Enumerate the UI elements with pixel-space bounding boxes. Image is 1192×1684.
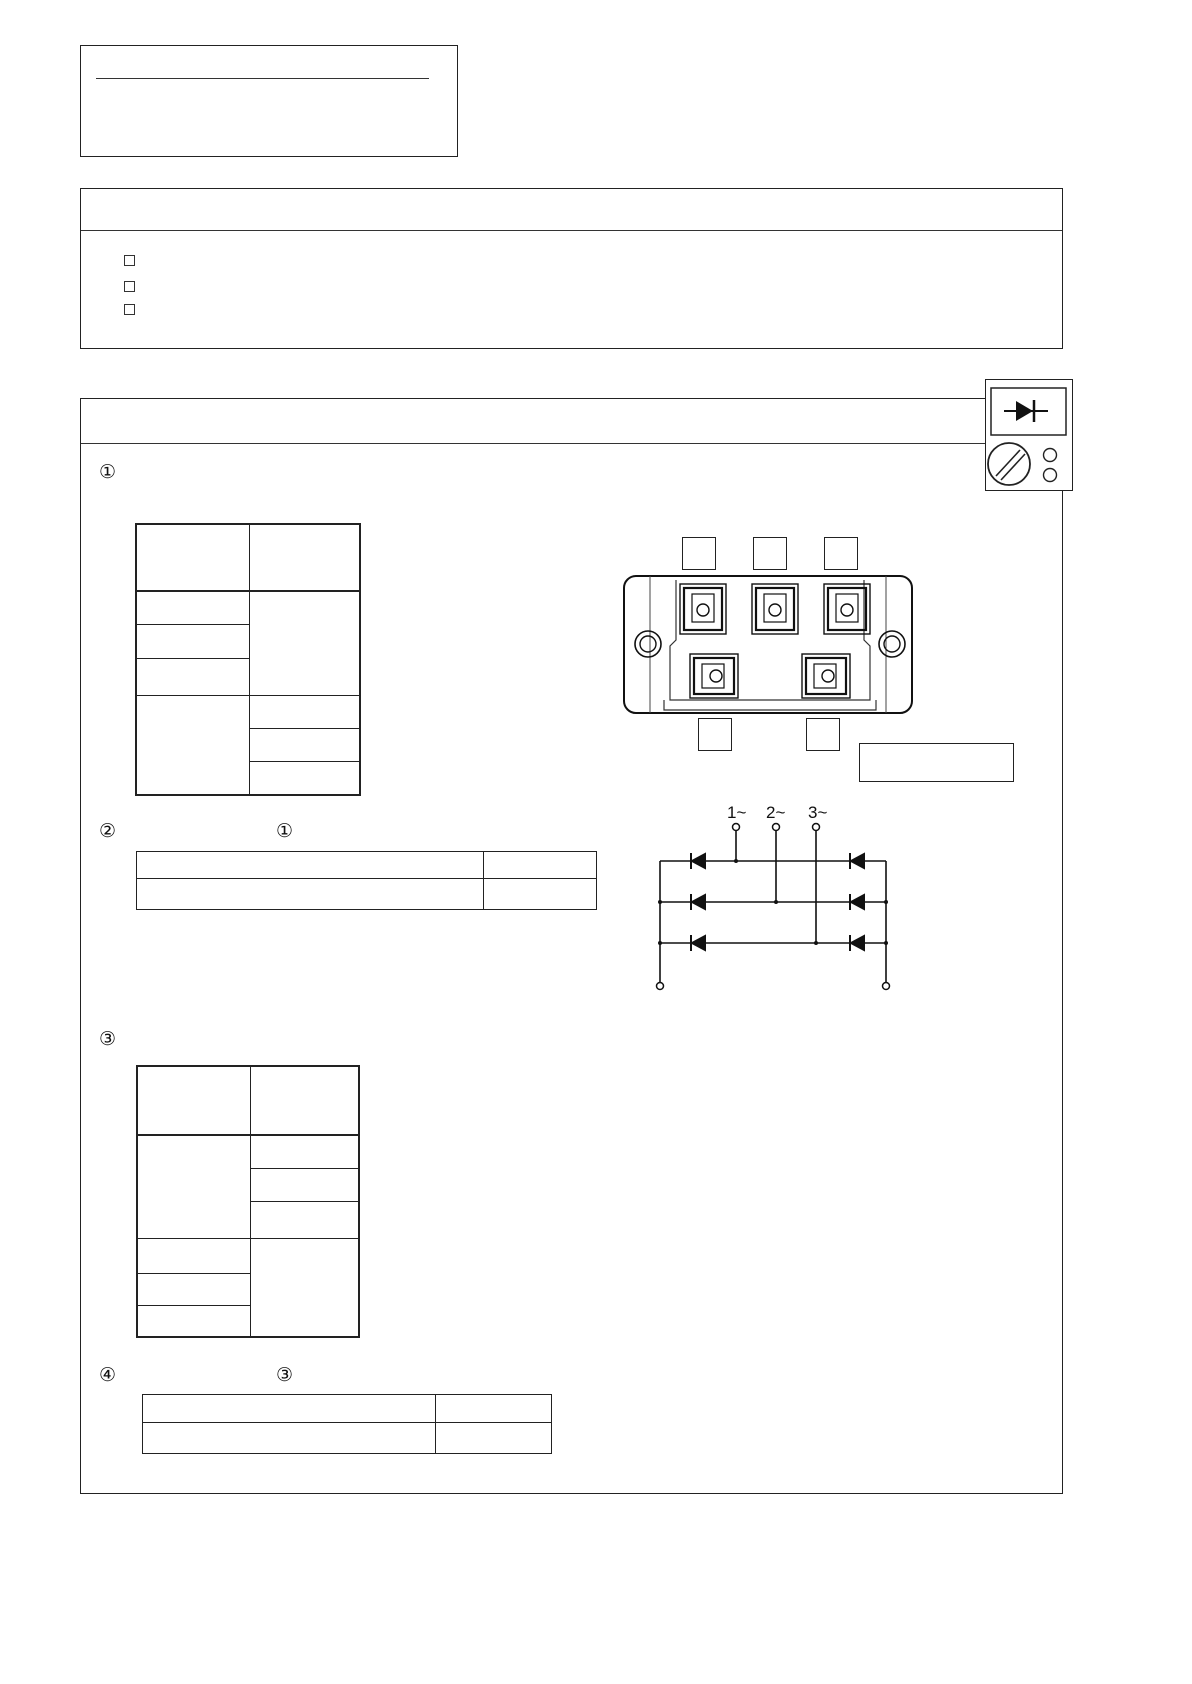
ac-terminal-1-label: 1~ <box>727 803 747 822</box>
ac-terminal-3-label: 3~ <box>808 803 828 822</box>
table-4-cell <box>436 1395 552 1423</box>
table-1-header-cell <box>136 524 250 591</box>
table-2 <box>136 851 597 910</box>
table-3-cell <box>137 1238 251 1273</box>
features-header-divider <box>81 230 1062 231</box>
title-block <box>80 45 458 157</box>
table-4-cell <box>143 1423 436 1454</box>
section-4-marker: ④ <box>99 1365 117 1386</box>
table-3-header-cell <box>137 1066 251 1135</box>
table-2-cell <box>137 852 484 879</box>
ac-terminal-2-label: 2~ <box>766 803 786 822</box>
table-1-merged-cell <box>250 591 361 695</box>
package-outline-drawing <box>620 570 920 718</box>
table-1-cell <box>136 624 250 658</box>
table-4-cell <box>436 1423 552 1454</box>
feature-2-checkbox-icon <box>124 281 135 292</box>
pin-label-box-top-2 <box>753 537 787 570</box>
table-1-cell <box>136 591 250 624</box>
table-3-cell <box>137 1273 251 1305</box>
pin-label-box-bottom-1 <box>698 718 732 751</box>
table-1-cell <box>136 658 250 695</box>
title-underline <box>96 78 429 79</box>
table-3 <box>136 1065 360 1338</box>
table-1 <box>135 523 361 796</box>
table-3-header-cell <box>251 1066 360 1135</box>
section-3-marker: ③ <box>99 1029 117 1050</box>
table-4-cell <box>143 1395 436 1423</box>
table-1-header-cell <box>250 524 361 591</box>
table-1-merged-cell <box>136 695 250 795</box>
table-2-cell <box>137 879 484 910</box>
table-3-cell <box>137 1305 251 1337</box>
table-3-cell <box>251 1201 360 1238</box>
table-2-cell <box>484 879 597 910</box>
feature-3-checkbox-icon <box>124 304 135 315</box>
section-2-reference: ① <box>276 821 294 842</box>
table-1-cell <box>250 695 361 728</box>
package-caption-frame <box>859 743 1014 782</box>
pin-label-box-bottom-2 <box>806 718 840 751</box>
pin-label-box-top-1 <box>682 537 716 570</box>
table-4 <box>142 1394 552 1454</box>
section-4-reference: ③ <box>276 1365 294 1386</box>
feature-1-checkbox-icon <box>124 255 135 266</box>
section-2-marker: ② <box>99 821 117 842</box>
section-1-marker: ① <box>99 462 117 483</box>
spec-header-divider <box>81 443 1062 444</box>
table-1-cell <box>250 761 361 795</box>
features-block <box>80 188 1063 349</box>
bridge-circuit-diagram <box>650 820 900 1000</box>
table-3-merged-cell <box>251 1238 360 1337</box>
table-3-cell <box>251 1168 360 1201</box>
table-2-cell <box>484 852 597 879</box>
table-1-cell <box>250 728 361 761</box>
pin-label-box-top-3 <box>824 537 858 570</box>
table-3-merged-cell <box>137 1135 251 1238</box>
device-symbol-box <box>985 379 1073 491</box>
table-3-cell <box>251 1135 360 1168</box>
diode-icon <box>986 380 1071 489</box>
